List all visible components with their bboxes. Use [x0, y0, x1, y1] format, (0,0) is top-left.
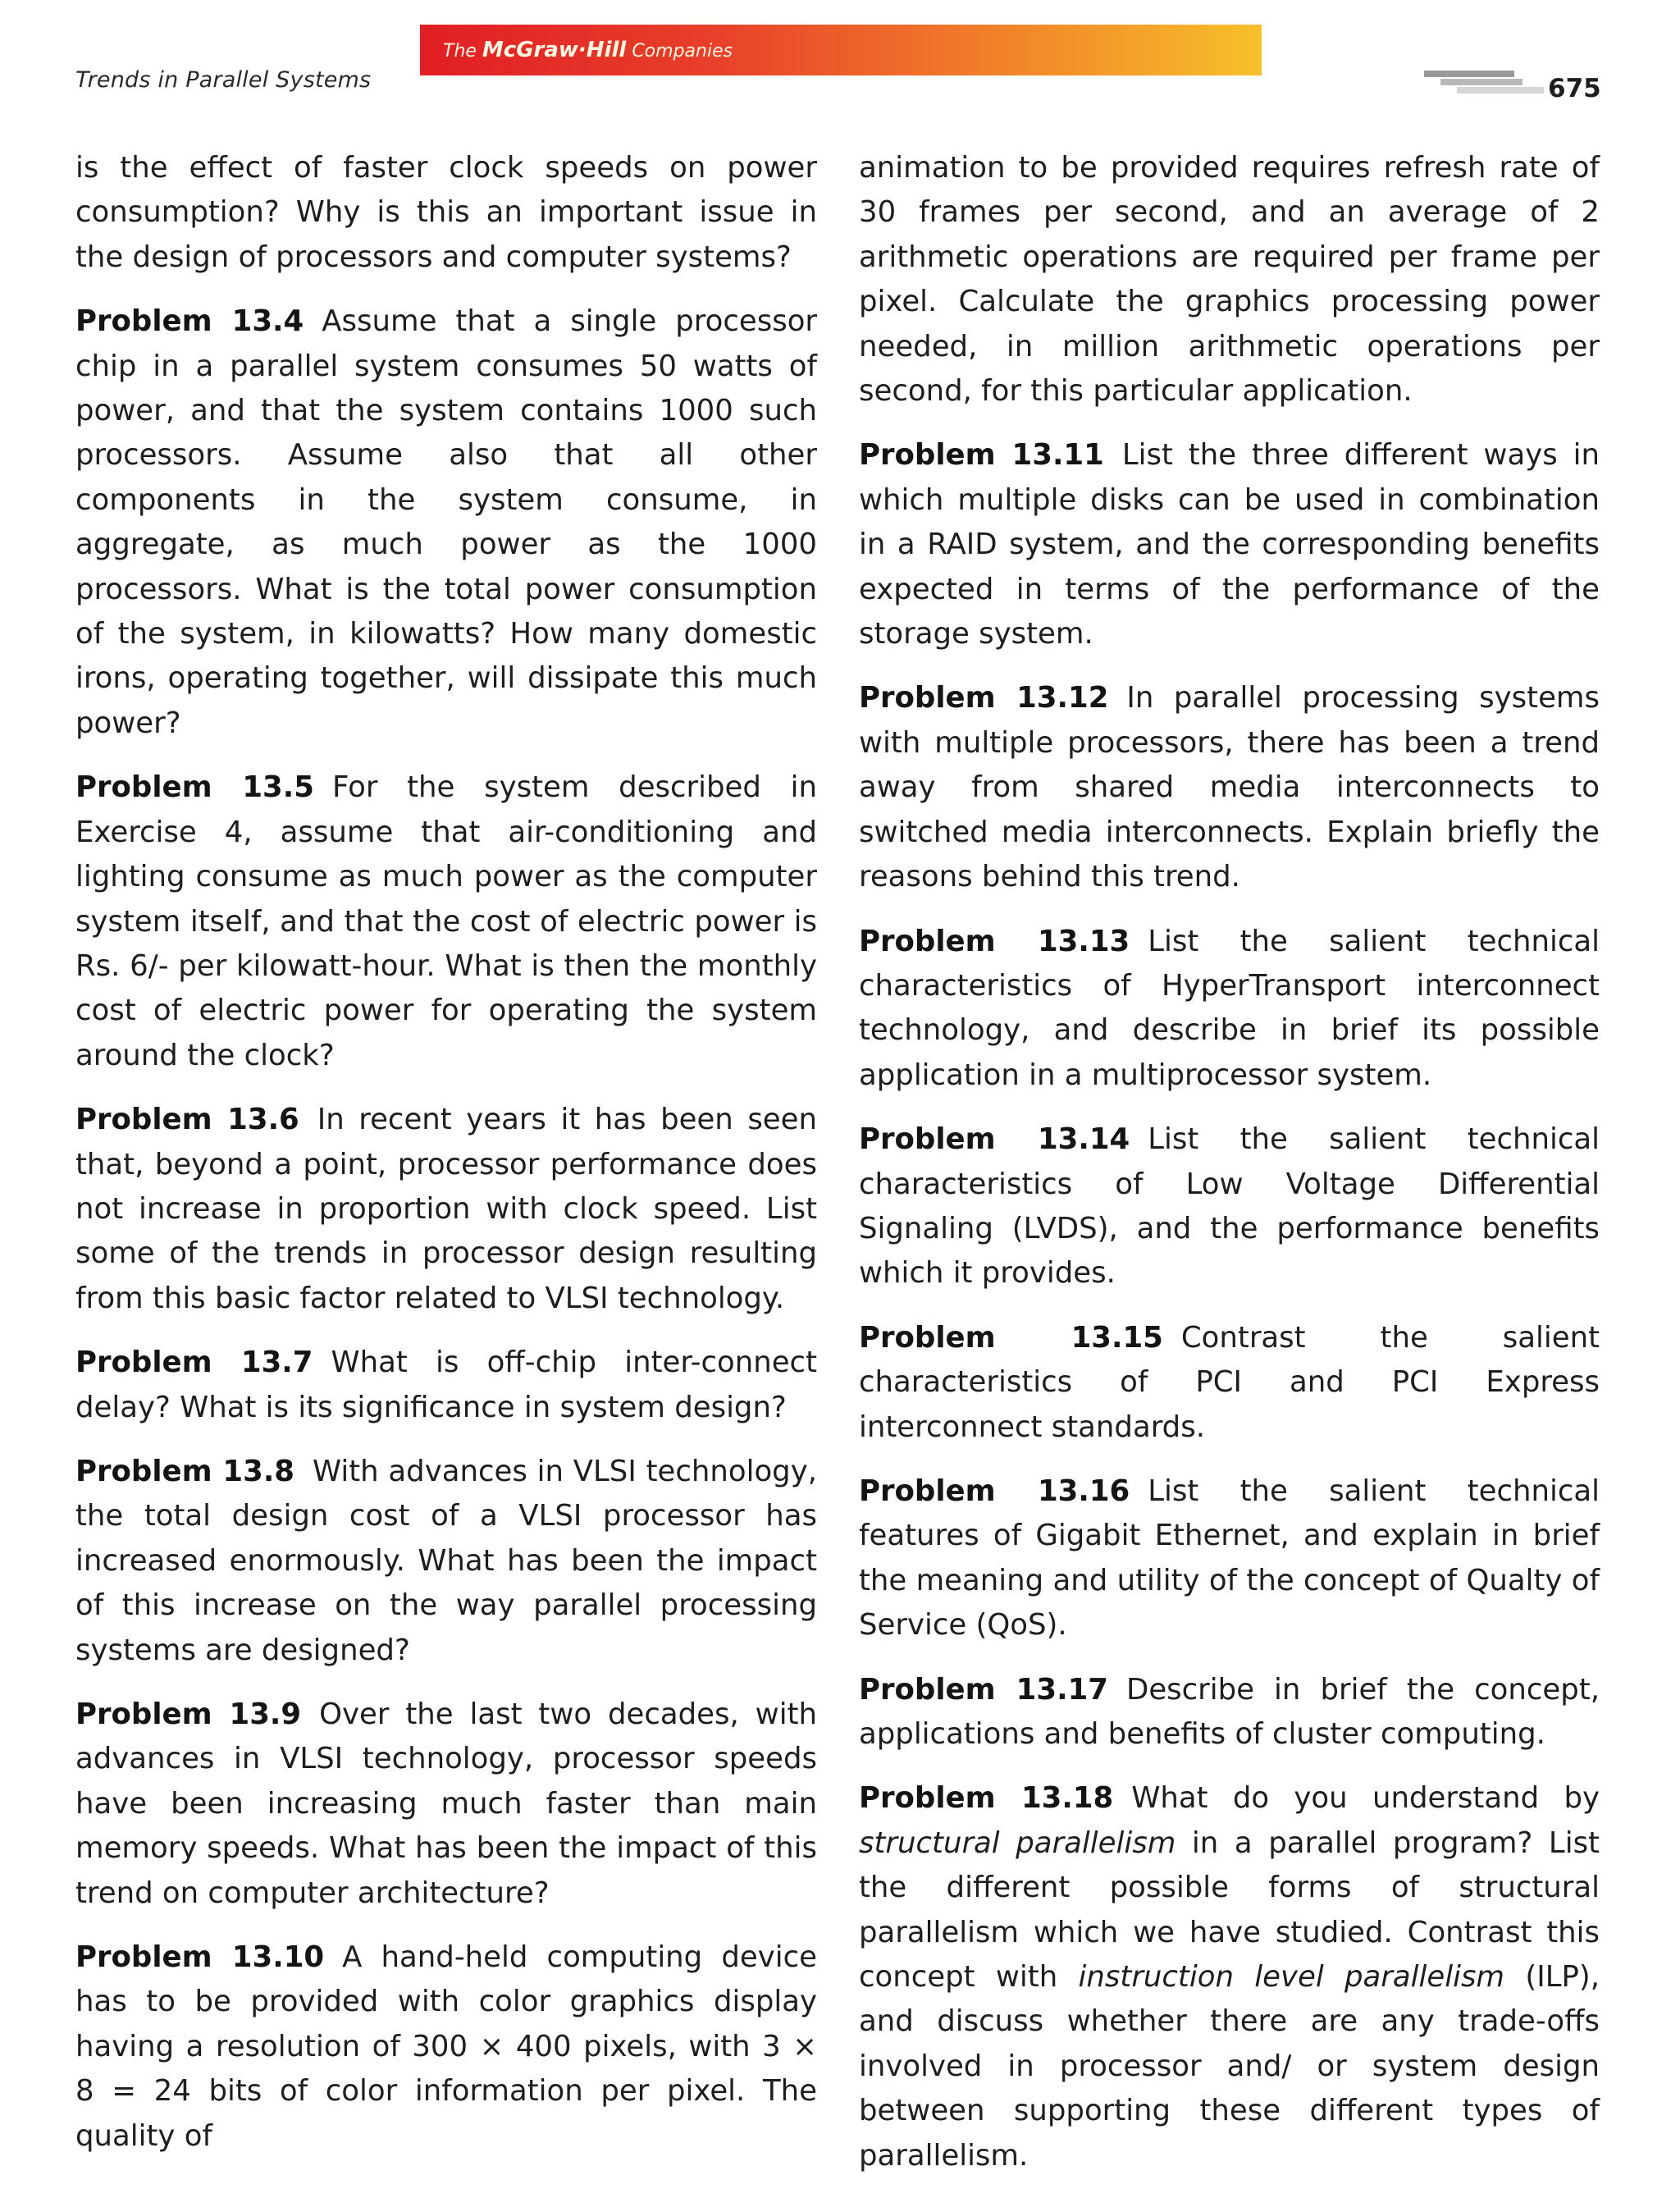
page-number-decoration	[1424, 69, 1547, 97]
emphasis-term: structural parallelism	[859, 1826, 1176, 1860]
problem-continuation	[859, 146, 1600, 414]
emphasis-term: instruction level parallelism	[1078, 1960, 1505, 1995]
problem-13-17	[859, 1668, 1600, 1757]
page-number: 675	[1548, 74, 1601, 103]
problem-continuation	[75, 146, 817, 280]
problem-text: A hand-held computing device has to be provided with color graphics display having a resolution of 300 × 400 pixels, with 3 × 8 = 24 bits of color information per pixel. The quality of	[75, 1940, 817, 2153]
problem-13-16	[859, 1469, 1600, 1648]
publisher-the: The	[443, 41, 477, 62]
problem-13-7	[75, 1341, 817, 1430]
problem-text: In recent years it has been seen that, beyond a point, processor performance does not increase in proportion with clock speed. List some of the trends in processor design resulting from this basic factor related to VLSI technology.	[75, 1103, 817, 1315]
publisher-banner	[420, 25, 1262, 75]
problem-label: Problem 13.8	[75, 1454, 295, 1488]
problem-label: Problem 13.4	[75, 304, 304, 339]
problem-13-18	[859, 1776, 1600, 2178]
problem-label: Problem 13.18	[859, 1781, 1114, 1816]
problem-text: Contrast the salient characteristics of PCI and PCI Express interconnect standards.	[859, 1320, 1600, 1444]
problem-text: is the effect of faster clock speeds on power consumption? Why is this an important issue in the design of processors and computer systems?	[75, 151, 817, 274]
problem-text: List the three different ways in which multiple disks can be used in combination in a RAID system, and the corresponding benefits expected in terms of the performance of the storage system.	[859, 438, 1600, 651]
problem-text: Describe in brief the concept, applications and benefits of cluster computing.	[859, 1672, 1600, 1751]
problem-label: Problem 13.5	[75, 770, 314, 805]
problem-13-13	[859, 920, 1600, 1099]
problem-text: List the salient technical characteristics of Low Voltage Differential Signaling (LVDS), and the performance benefits which it provides.	[859, 1122, 1600, 1291]
problem-text: In parallel processing systems with multiple processors, there has been a trend away from shared media interconnects to switched media interconnects. Explain briefly the reasons behind this trend.	[859, 681, 1600, 894]
problem-label: Problem 13.7	[75, 1346, 313, 1380]
publisher-logo	[443, 38, 733, 62]
problem-13-6	[75, 1098, 817, 1321]
problem-label: Problem 13.10	[75, 1940, 325, 1975]
problem-13-12	[859, 676, 1600, 899]
problem-13-8	[75, 1450, 817, 1673]
right-column	[859, 146, 1600, 2198]
problem-label: Problem 13.14	[859, 1122, 1130, 1157]
problem-label: Problem 13.12	[859, 681, 1109, 715]
problem-13-15	[859, 1316, 1600, 1450]
publisher-companies: Companies	[632, 41, 733, 62]
problem-text: List the salient technical features of Gigabit Ethernet, and explain in brief the meaning and utility of the concept of Qualty of Service (QoS).	[859, 1474, 1600, 1643]
problem-text: in a parallel program? List the different possible forms of structural parallelism which we have studied. Contrast this concept with	[859, 1826, 1600, 1995]
problem-text: List the salient technical characteristics of HyperTransport interconnect technology, and describe in brief its possible application in a multiprocessor system.	[859, 924, 1600, 1092]
problem-13-14	[859, 1117, 1600, 1296]
problem-text: What do you understand by	[1131, 1781, 1600, 1816]
deco-bar-2	[1440, 79, 1522, 85]
problem-13-10	[75, 1935, 817, 2159]
left-column	[75, 146, 817, 2178]
problem-13-9	[75, 1693, 817, 1916]
deco-bar-1	[1424, 71, 1514, 77]
problem-text: Assume that a single processor chip in a parallel system consumes 50 watts of power, and that the system contains 1000 such processors. Assume also that all other components in the system consume, in aggregate, as much power as the 1000 processors. What is the total power consumption of the system, in kilowatts? How many domestic irons, operating together, will dissipate this much power?	[75, 304, 818, 740]
problem-13-4	[75, 299, 817, 746]
problem-text: Over the last two decades, with advances in VLSI technology, processor speeds have been increasing much faster than main memory speeds. What has been the impact of this trend on computer architecture?	[75, 1698, 817, 1910]
publisher-name: McGraw·Hill	[482, 38, 627, 62]
problem-text: animation to be provided requires refresh rate of 30 frames per second, and an average of 2 arithmetic operations are required per frame per pixel. Calculate the graphics processing power needed, in million arithmetic operations per second, for this particular application.	[859, 151, 1600, 409]
problem-label: Problem 13.9	[75, 1698, 302, 1731]
problem-text: (ILP), and discuss whether there are any trade-offs involved in processor and/ or system design between supporting these different types of parallelism.	[859, 1960, 1600, 2173]
problem-label: Problem 13.6	[75, 1103, 299, 1137]
problem-13-11	[859, 433, 1600, 656]
problem-text: With advances in VLSI technology, the total design cost of a VLSI processor has increased enormously. What has been the impact of this increase on the way parallel processing systems are designed?	[75, 1454, 817, 1667]
problem-label: Problem 13.17	[859, 1672, 1108, 1707]
deco-bar-3	[1457, 87, 1544, 94]
problem-13-5	[75, 765, 817, 1078]
problem-text: What is off-chip inter-connect delay? What is its significance in system design?	[75, 1346, 817, 1424]
problem-label: Problem 13.16	[859, 1474, 1130, 1508]
problem-label: Problem 13.11	[859, 438, 1104, 473]
problem-label: Problem 13.13	[859, 924, 1130, 958]
running-head: Trends in Parallel Systems	[75, 67, 372, 93]
problem-text: For the system described in Exercise 4, assume that air-conditioning and lighting consume as much power as the computer system itself, and that the cost of electric power is Rs. 6/- per kilowatt-hour. What is then the monthly cost of electric power for operating the system around the clock?	[75, 770, 818, 1072]
problem-label: Problem 13.15	[859, 1320, 1163, 1355]
